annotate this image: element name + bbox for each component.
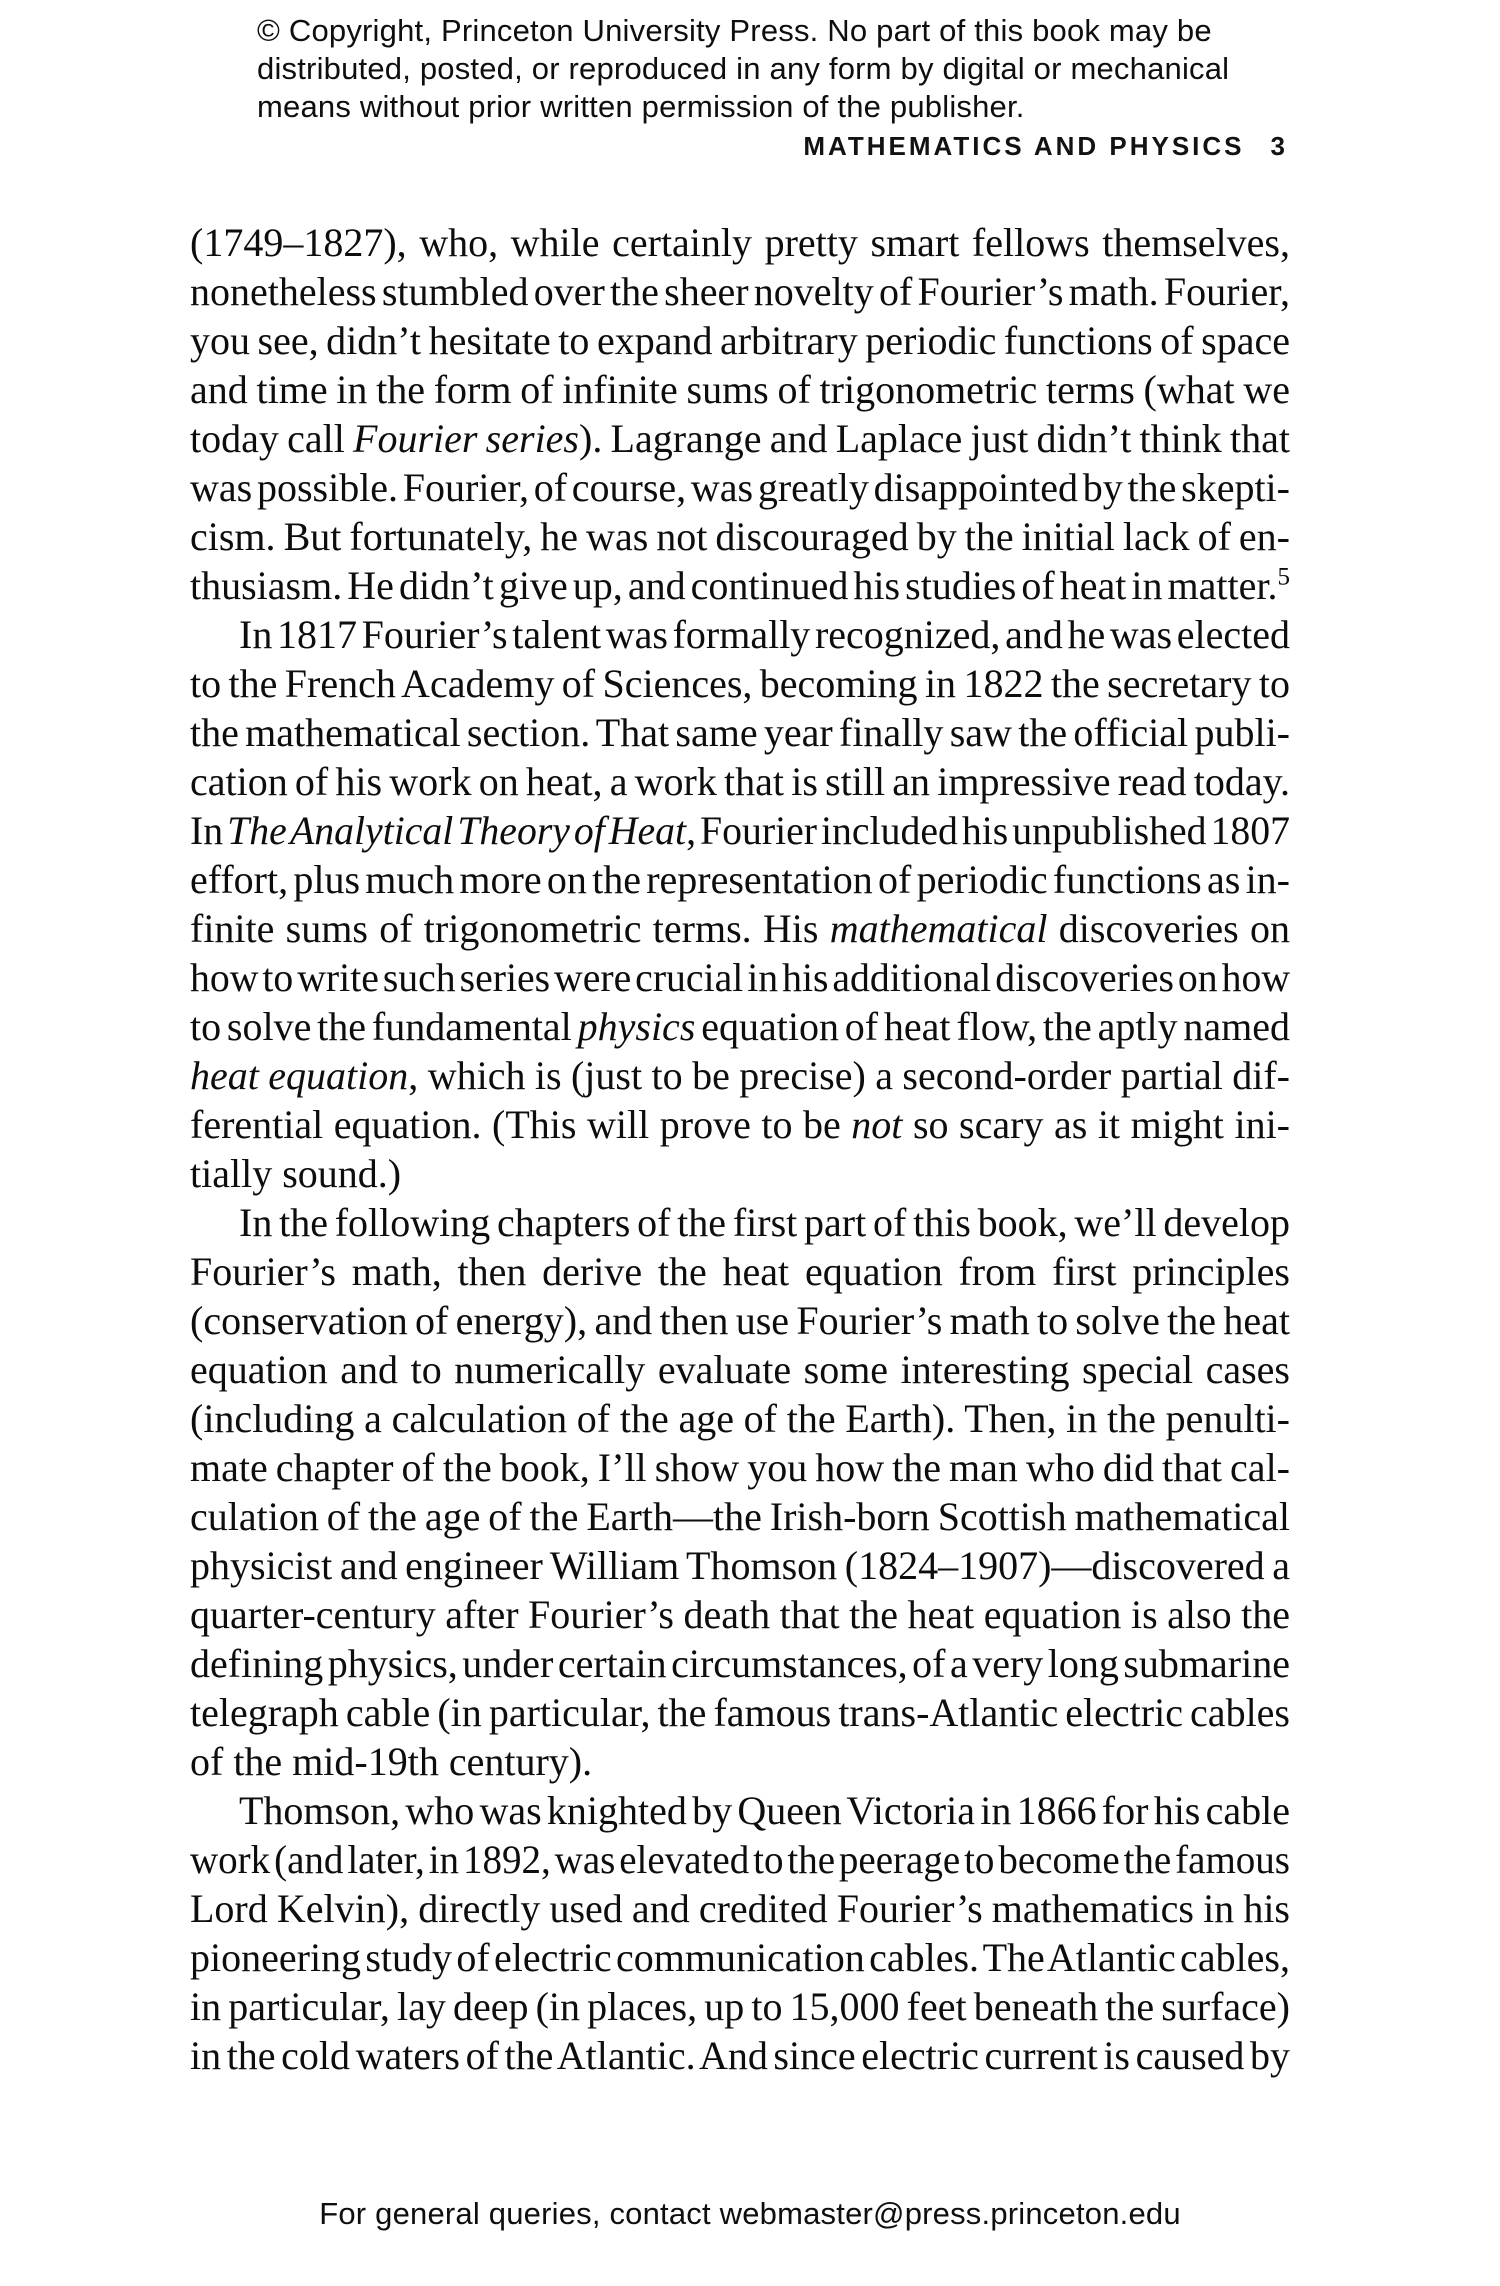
text-line: finite sums of trigonometric terms. His mathematical discoveries on (190, 906, 1290, 951)
text-line: Lord Kelvin), directly used and credited Fourier’s mathematics in his (190, 1886, 1290, 1931)
text-line: In the following chapters of the first part of this book, we’ll develop (239, 1200, 1290, 1245)
text-line: equation and to numerically evaluate some interesting special cases (190, 1347, 1290, 1392)
copyright-line-1: © Copyright, Princeton University Press. No part of this book may be (257, 13, 1212, 48)
text-line: defining physics, under certain circumstances, of a very long submarine (190, 1641, 1290, 1686)
text-line: heat equation, which is (just to be precise) a second-order partial dif- (190, 1053, 1290, 1098)
text-line: the mathematical section. That same year finally saw the official publi- (190, 710, 1290, 755)
text-line: was possible. Fourier, of course, was greatly disappointed by the skepti- (190, 465, 1290, 510)
text-line: quarter-century after Fourier’s death that the heat equation is also the (190, 1592, 1290, 1637)
text-line: telegraph cable (in particular, the famous trans-Atlantic electric cables (190, 1690, 1290, 1735)
text-line: thusiasm. He didn’t give up, and continued his studies of heat in matter.$^5$ (190, 563, 1290, 608)
text-line: nonetheless stumbled over the sheer novelty of Fourier’s math. Fourier, (190, 269, 1291, 314)
text-line: Thomson, who was knighted by Queen Victoria in 1866 for his cable (239, 1788, 1290, 1833)
copyright-line-3: means without prior written permission of the publisher. (257, 89, 1025, 124)
text-line: mate chapter of the book, I’ll show you how the man who did that cal- (190, 1445, 1290, 1490)
text-line: in the cold waters of the Atlantic. And since electric current is caused by (190, 2033, 1290, 2078)
text-line: work (and later, in 1892, was elevated to the peerage to become the famous (190, 1837, 1290, 1882)
text-line: physicist and engineer William Thomson (1824–1907)—discovered a (190, 1543, 1290, 1588)
text-line: how to write such series were crucial in his additional discoveries on how (190, 955, 1290, 1000)
running-head-title: MATHEMATICS AND PHYSICS (803, 131, 1245, 161)
text-line: to solve the fundamental physics equation of heat flow, the aptly named (190, 1004, 1290, 1049)
page-number: 3 (1270, 131, 1285, 161)
copyright-line-2: distributed, posted, or reproduced in any form by digital or mechanical (257, 51, 1230, 86)
footer-contact: For general queries, contact webmaster@press.princeton.edu (319, 2196, 1181, 2231)
text-line: ferential equation. (This will prove to be not so scary as it might ini- (190, 1102, 1290, 1147)
text-line: tially sound.) (190, 1151, 402, 1196)
text-line: In The Analytical Theory of Heat, Fourier included his unpublished 1807 (190, 808, 1290, 853)
text-line: effort, plus much more on the representation of periodic functions as in- (190, 857, 1290, 902)
text-line: culation of the age of the Earth—the Irish-born Scottish mathematical (190, 1494, 1290, 1539)
text-line: of the mid-19th century). (190, 1739, 593, 1784)
body-text (190, 218, 1290, 2080)
running-head (803, 131, 1285, 162)
text-line: in particular, lay deep (in places, up to 15,000 feet beneath the surface) (190, 1984, 1290, 2029)
text-line: to the French Academy of Sciences, becoming in 1822 the secretary to (190, 661, 1290, 706)
text-line: pioneering study of electric communication cables. The Atlantic cables, (190, 1935, 1290, 1980)
text-line: you see, didn’t hesitate to expand arbitrary periodic functions of space (190, 318, 1290, 363)
text-line: Fourier’s math, then derive the heat equation from first principles (190, 1249, 1290, 1294)
text-line: (conservation of energy), and then use Fourier’s math to solve the heat (190, 1298, 1290, 1343)
text-line: cation of his work on heat, a work that is still an impressive read today. (190, 759, 1290, 804)
text-line: cism. But fortunately, he was not discouraged by the initial lack of en- (190, 514, 1290, 559)
text-line: today call Fourier series). Lagrange and Laplace just didn’t think that (190, 416, 1290, 461)
text-line: (1749–1827), who, while certainly pretty smart fellows themselves, (190, 220, 1290, 265)
text-line: In 1817 Fourier’s talent was formally recognized, and he was elected (239, 612, 1290, 657)
copyright-notice (257, 12, 1229, 126)
text-line: and time in the form of infinite sums of trigonometric terms (what we (190, 367, 1290, 412)
text-line: (including a calculation of the age of the Earth). Then, in the penulti- (190, 1396, 1290, 1441)
